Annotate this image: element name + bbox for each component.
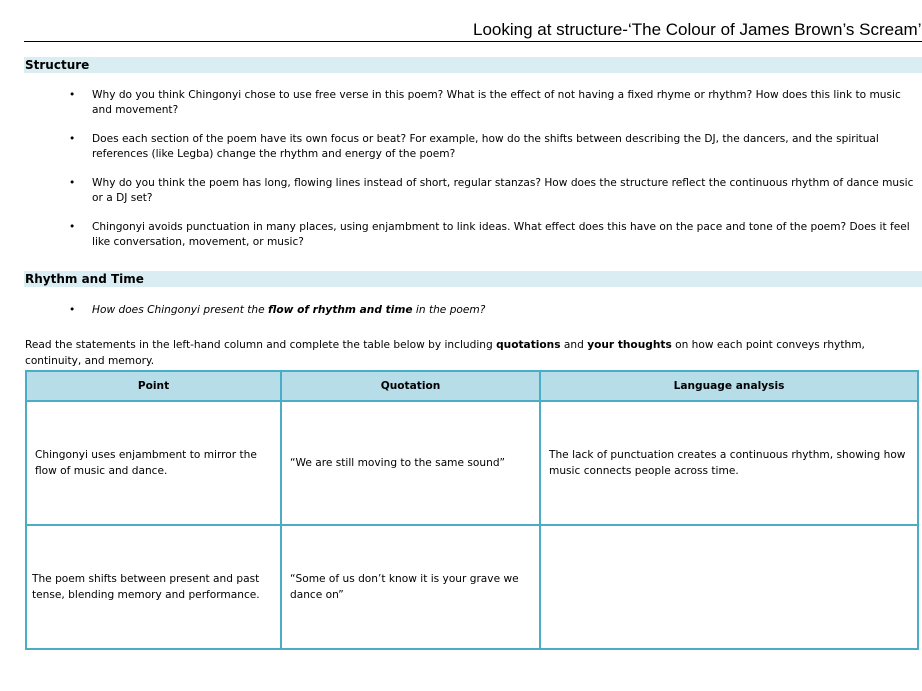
rhythm-questions <box>0 303 922 332</box>
cell-analysis[interactable] <box>540 525 918 649</box>
intro-b1: quotations <box>496 339 561 351</box>
cell-quotation[interactable]: “Some of us don’t know it is your grave we dance on” <box>281 525 540 649</box>
list-item: • Why do you think the poem has long, flowing lines instead of short, regular stanzas? How does the structure reflect the continuous rhythm of dance music or a DJ set? <box>0 176 922 206</box>
list-item <box>0 303 922 318</box>
cell-point[interactable]: The poem shifts between present and past tense, blending memory and performance. <box>26 525 281 649</box>
cell-quotation[interactable]: “We are still moving to the same sound” <box>281 401 540 525</box>
intro-b2: your thoughts <box>587 339 672 351</box>
header-quotation: Quotation <box>281 371 540 401</box>
structure-questions <box>0 88 922 264</box>
cell-point[interactable]: Chingonyi uses enjambment to mirror the flow of music and dance. <box>26 401 281 525</box>
intro-1: Read the statements in the left-hand column and complete the table below by including <box>25 339 497 351</box>
section-heading-rhythm: Rhythm and Time <box>24 271 922 287</box>
analysis-table <box>25 370 919 650</box>
header-point: Point <box>26 371 281 401</box>
q-bold: flow of rhythm and time <box>267 304 413 316</box>
cell-analysis[interactable]: The lack of punctuation creates a continuous rhythm, showing how music connects people across time. <box>540 401 918 525</box>
table-header-row <box>26 371 918 401</box>
section-heading-structure: Structure <box>24 57 922 73</box>
list-item: • Chingonyi avoids punctuation in many places, using enjambment to link ideas. What effect does this have on the pace and tone of the poem? Does it feel like conversation, movement, or music? <box>0 220 922 250</box>
list-item: • Does each section of the poem have its own focus or beat? For example, how do the shifts between describing the DJ, the dancers, and the spiritual references (like Legba) change the rhythm and energy of the poem? <box>0 132 922 162</box>
q-pre: How does Chingonyi present the <box>92 304 268 316</box>
table-row <box>26 525 918 649</box>
page-title: Looking at structure-‘The Colour of James Brown’s Scream’ <box>473 20 922 39</box>
title-rule <box>24 41 922 42</box>
q-post: in the poem? <box>412 304 486 316</box>
list-item: • Why do you think Chingonyi chose to use free verse in this poem? What is the effect of not having a fixed rhyme or rhythm? How does this link to music and movement? <box>0 88 922 118</box>
intro-2: and <box>560 339 588 351</box>
intro-3: on how each point conveys rhythm, continuity, and memory. <box>25 339 865 367</box>
header-language-analysis: Language analysis <box>540 371 918 401</box>
instructions <box>25 337 902 369</box>
table-row <box>26 401 918 525</box>
